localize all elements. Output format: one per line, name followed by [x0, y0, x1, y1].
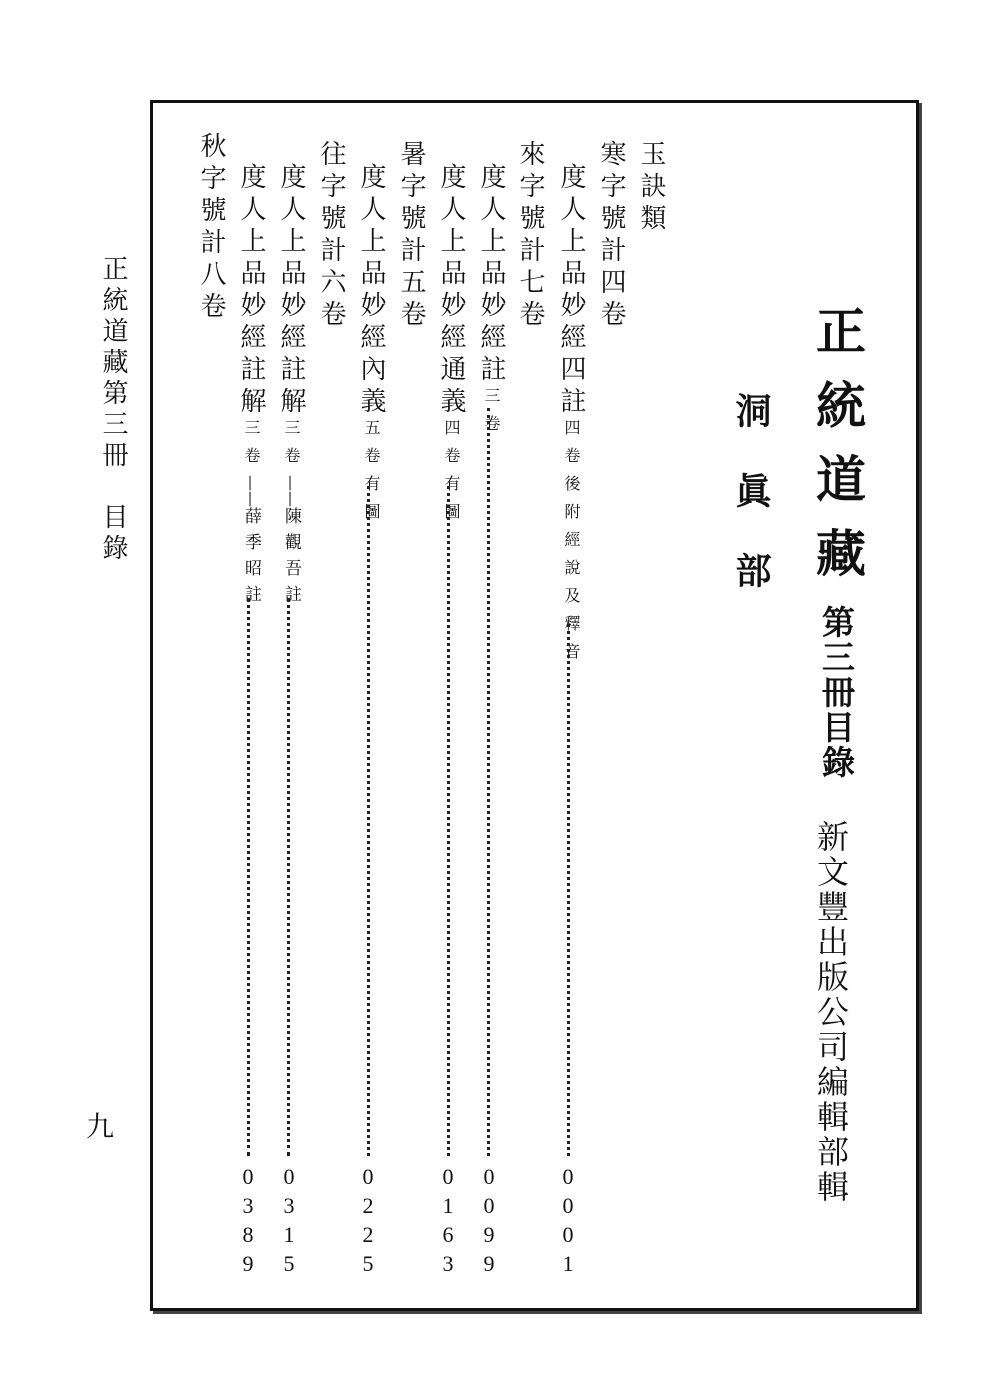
- entry-attribution: 陳觀吾註: [281, 507, 301, 611]
- group-label: 寒字號計四卷: [596, 140, 626, 332]
- page-number: 0 0 0 1: [562, 1164, 574, 1276]
- page-number: 0 3 8 9: [242, 1164, 254, 1276]
- entry-title: 度人上品妙經四註: [556, 163, 586, 419]
- page-number: 0 1 6 3: [442, 1164, 454, 1276]
- folio-number: 九: [86, 1110, 115, 1143]
- group-label: 來字號計七卷: [515, 140, 545, 332]
- page-number: 0 3 1 5: [283, 1164, 295, 1276]
- entry-title: 度人上品妙經註解: [276, 163, 306, 419]
- entry-note: 三卷: [242, 419, 261, 475]
- dot-leader: [447, 486, 450, 1156]
- toc-entry[interactable]: [238, 163, 264, 611]
- editor-credit: 新文豐出版公司編輯部輯: [812, 820, 850, 1205]
- group-label: 往字號計六卷: [316, 140, 346, 332]
- entry-note: 四卷有圖: [442, 419, 461, 531]
- entry-note: 五卷有圖: [362, 419, 381, 531]
- toc-entry[interactable]: [278, 163, 304, 611]
- entry-dash: ——: [282, 475, 301, 507]
- dot-leader: [567, 624, 570, 1156]
- group-label: 暑字號計五卷: [396, 140, 426, 332]
- entry-title: 度人上品妙經註: [476, 163, 506, 387]
- dot-leader: [247, 598, 250, 1156]
- group-label: 秋字號計八卷: [196, 132, 226, 324]
- toc-entry[interactable]: [358, 163, 384, 531]
- entry-attribution: 薛季昭註: [241, 507, 261, 611]
- entry-title: 度人上品妙經通義: [436, 163, 466, 419]
- category-heading: 玉訣類: [636, 140, 666, 236]
- running-header: 正統道藏第三冊 目錄: [98, 255, 128, 565]
- dot-leader: [487, 408, 490, 1156]
- dot-leader: [287, 598, 290, 1156]
- entry-note: 三卷: [282, 419, 301, 475]
- entry-title: 度人上品妙經註解: [236, 163, 266, 419]
- section-heading: 洞眞部: [730, 392, 772, 632]
- dot-leader: [367, 486, 370, 1156]
- page-number: 0 0 9 9: [483, 1164, 495, 1276]
- entry-dash: ——: [242, 475, 261, 507]
- entry-note: 三卷: [482, 387, 501, 443]
- entry-title: 度人上品妙經內義: [356, 163, 386, 419]
- entry-note: 四卷後附經說及釋音: [562, 419, 581, 671]
- page-title: 正統道藏: [808, 305, 867, 601]
- toc-entry[interactable]: [478, 163, 504, 443]
- page-number: 0 2 2 5: [362, 1164, 374, 1276]
- toc-entry[interactable]: [438, 163, 464, 531]
- page-subtitle: 第三冊目錄: [817, 605, 856, 780]
- toc-entry[interactable]: [558, 163, 584, 671]
